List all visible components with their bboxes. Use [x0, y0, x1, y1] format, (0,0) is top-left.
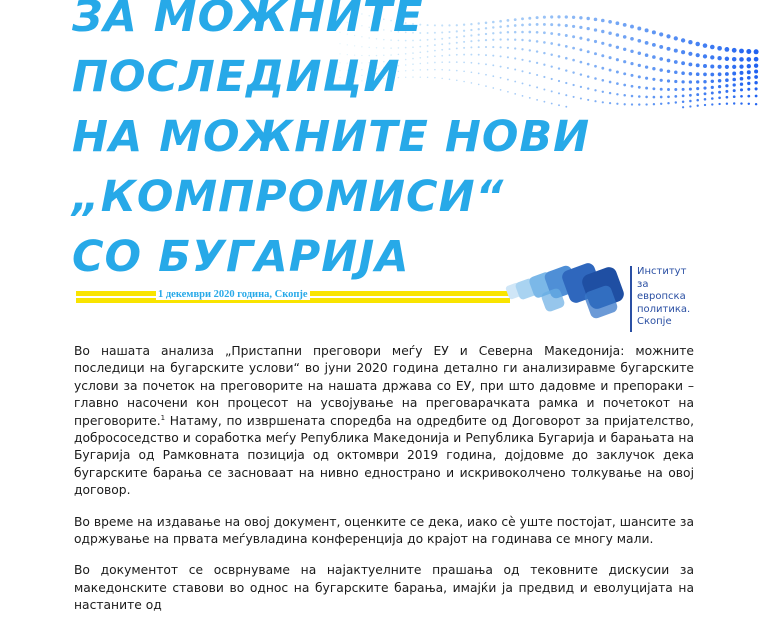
- wave-dot: [623, 94, 626, 97]
- wave-dot: [623, 60, 626, 63]
- wave-dot: [660, 68, 663, 71]
- wave-dot: [689, 80, 692, 83]
- wave-dot: [726, 96, 729, 99]
- institute-logo-text: [637, 266, 690, 329]
- wave-dot: [696, 72, 700, 76]
- wave-dot: [754, 57, 759, 62]
- wave-dot: [681, 61, 685, 65]
- wave-dot: [667, 59, 671, 63]
- wave-dot: [675, 101, 677, 103]
- wave-dot: [666, 34, 670, 38]
- wave-dot: [608, 20, 612, 24]
- wave-dot: [616, 21, 620, 25]
- paragraph-2: Во време на издавање на овој документ, оценките се дека, иако сè уште постојат, шансите за одржување на првата меѓувладина конференција до крајот на годинава се многу мали.: [74, 514, 694, 547]
- wave-dot: [637, 27, 641, 31]
- wave-dot: [746, 57, 751, 62]
- wave-dot: [630, 25, 634, 29]
- wave-dot: [659, 32, 663, 36]
- wave-dot: [660, 103, 662, 105]
- wave-dot: [733, 83, 736, 86]
- wave-dot: [616, 58, 619, 61]
- wave-dot: [682, 106, 684, 108]
- wave-dot: [740, 88, 743, 91]
- wave-dot: [616, 93, 618, 95]
- headline-line-2: ПОСЛЕДИЦИ: [72, 52, 401, 102]
- wave-dot: [754, 69, 758, 73]
- wave-dot: [624, 103, 626, 105]
- institute-logo-mark: [503, 258, 628, 330]
- wave-dot: [689, 88, 692, 91]
- wave-dot: [755, 103, 757, 105]
- wave-dot: [630, 50, 633, 53]
- paragraph-1: [74, 343, 694, 500]
- logo-text-line: европска: [637, 291, 686, 302]
- wave-dot: [652, 43, 656, 47]
- wave-dot: [718, 72, 722, 76]
- wave-dot: [645, 53, 649, 57]
- wave-dot: [652, 55, 656, 59]
- wave-dot: [660, 96, 663, 99]
- wave-dot: [740, 102, 742, 104]
- wave-dot: [667, 95, 670, 98]
- wave-dot: [732, 72, 736, 76]
- wave-dot: [601, 19, 605, 23]
- wave-dot: [725, 57, 729, 61]
- wave-dot: [754, 49, 759, 54]
- wave-dot: [732, 57, 737, 62]
- wave-dot: [594, 40, 597, 43]
- wave-dot: [689, 100, 692, 103]
- wave-dot: [725, 47, 730, 52]
- body-text: [74, 343, 694, 629]
- wave-dot: [645, 65, 648, 68]
- wave-dot: [726, 103, 728, 105]
- wave-dot: [740, 95, 743, 98]
- wave-dot: [739, 64, 743, 68]
- wave-dot: [704, 104, 706, 106]
- wave-dot: [631, 74, 634, 77]
- wave-dot: [623, 84, 626, 87]
- wave-dot: [660, 79, 663, 82]
- wave-dot: [630, 62, 633, 65]
- wave-dot: [609, 81, 612, 84]
- wave-dot: [755, 87, 758, 90]
- wave-dot: [703, 43, 708, 48]
- wave-dot: [659, 45, 663, 49]
- wave-dot: [681, 38, 685, 42]
- paragraph-1-continued: Натаму, по извршената споредба на одредбите од Договорот за пријателство, добрососедство и соработка меѓу Република Македонија и Република Бугарија и барањата на Бугарија од Рамковната позиција од октомври 2019 година, дојдовме до заклучок дека бугарските барања се засноваат на нивно еднострано и искривоколчено толкување на овој договор.: [74, 413, 694, 498]
- wave-dot: [696, 63, 700, 67]
- wave-dot: [740, 71, 744, 75]
- wave-dot: [711, 80, 714, 83]
- wave-dot: [704, 98, 707, 101]
- wave-dot: [704, 92, 707, 95]
- wave-dot: [667, 70, 670, 73]
- wave-dot: [616, 103, 618, 105]
- wave-dot: [689, 94, 692, 97]
- wave-dot: [746, 49, 751, 54]
- headline-line-3: НА МОЖНИТЕ НОВИ: [72, 112, 591, 162]
- wave-dot: [645, 41, 649, 45]
- wave-dot: [645, 103, 647, 105]
- wave-dot: [609, 92, 611, 94]
- wave-dot: [740, 83, 743, 86]
- wave-dot: [739, 49, 744, 54]
- wave-dot: [594, 28, 597, 31]
- wave-dot: [703, 87, 706, 90]
- wave-dot: [608, 44, 611, 47]
- wave-dot: [594, 65, 597, 68]
- logo-text-line: за: [637, 278, 649, 290]
- wave-dot: [718, 103, 720, 105]
- wave-dot: [645, 28, 649, 32]
- logo-squares: [505, 261, 626, 320]
- wave-dot: [696, 53, 700, 57]
- wave-dot: [681, 71, 685, 75]
- wave-dot: [645, 87, 648, 90]
- wave-dot: [667, 102, 669, 104]
- wave-dot: [602, 79, 605, 82]
- headline-line-4: „КОМПРОМИСИ“: [72, 172, 505, 222]
- wave-dot: [660, 88, 663, 91]
- wave-dot: [703, 54, 707, 58]
- wave-dot: [725, 84, 728, 87]
- wave-dot: [748, 103, 750, 105]
- logo-text-line: Институт: [637, 266, 687, 277]
- wave-dot: [725, 72, 729, 76]
- wave-dot: [682, 101, 685, 104]
- wave-dot: [747, 70, 751, 74]
- wave-dot: [711, 103, 713, 105]
- wave-dot: [754, 64, 758, 68]
- wave-dot: [594, 89, 596, 91]
- wave-dot: [602, 91, 604, 93]
- wave-dot: [733, 95, 736, 98]
- wave-dot: [695, 42, 699, 46]
- wave-dot: [747, 82, 750, 85]
- wave-dot: [732, 78, 736, 82]
- wave-dot: [725, 78, 729, 82]
- wave-dot: [594, 100, 596, 102]
- wave-dot: [638, 75, 641, 78]
- logo-text-line: Скопје: [637, 316, 672, 327]
- wave-dot: [696, 87, 699, 90]
- wave-dot: [609, 56, 612, 59]
- wave-dot: [616, 82, 619, 85]
- wave-dot: [689, 105, 691, 107]
- wave-dot: [623, 48, 626, 51]
- wave-dot: [652, 67, 655, 70]
- wave-dot: [616, 33, 620, 37]
- wave-dot: [638, 52, 641, 55]
- wave-dot: [601, 54, 604, 57]
- wave-dot: [747, 88, 750, 91]
- wave-dot: [696, 99, 699, 102]
- wave-dot: [747, 64, 751, 68]
- wave-dot: [630, 37, 634, 41]
- wave-dot: [674, 95, 677, 98]
- wave-dot: [718, 85, 721, 88]
- wave-dot: [732, 65, 736, 69]
- wave-dot: [637, 39, 641, 43]
- wave-dot: [667, 79, 670, 82]
- wave-dot: [740, 77, 744, 81]
- wave-dot: [710, 64, 714, 68]
- wave-dot: [682, 88, 685, 91]
- wave-dot: [703, 80, 706, 83]
- wave-dot: [623, 35, 627, 39]
- wave-dot: [667, 88, 670, 91]
- wave-dot: [674, 60, 678, 64]
- wave-dot: [696, 80, 699, 83]
- wave-dot: [697, 105, 699, 107]
- paragraph-3: Во документот се осврнуваме на најактуелните прашања од тековните дискусии за македонските ставови во однос на бугарските барања, имајќи ја предвид и еволуцијата на настаните од: [74, 563, 694, 613]
- wave-dot: [755, 95, 758, 98]
- wave-dot: [703, 64, 707, 68]
- wave-dot: [725, 65, 729, 69]
- wave-dot: [616, 71, 619, 74]
- wave-dot: [688, 40, 692, 44]
- wave-dot: [747, 76, 751, 80]
- wave-dot: [681, 50, 685, 54]
- headline-line-1: ЗА МОЖНИТЕ: [72, 0, 424, 42]
- footnote-marker[interactable]: 1: [160, 413, 166, 422]
- wave-dot: [754, 75, 758, 79]
- wave-dot: [623, 23, 627, 27]
- wave-dot: [711, 97, 714, 100]
- wave-dot: [710, 73, 714, 77]
- wave-dot: [652, 30, 656, 34]
- wave-dot: [717, 56, 721, 60]
- wave-dot: [631, 95, 634, 98]
- wave-dot: [638, 95, 641, 98]
- headline: [72, 0, 590, 287]
- wave-dot: [594, 52, 597, 55]
- wave-dot: [653, 103, 655, 105]
- wave-dot: [674, 71, 678, 75]
- wave-dot: [754, 81, 757, 84]
- wave-dot: [616, 46, 619, 49]
- logo-text-line: политика.: [637, 303, 691, 315]
- wave-dot: [594, 18, 598, 22]
- wave-dot: [711, 92, 714, 95]
- wave-dot: [682, 95, 685, 98]
- wave-dot: [652, 87, 655, 90]
- wave-dot: [602, 101, 604, 103]
- wave-dot: [667, 47, 671, 51]
- wave-dot: [732, 48, 737, 53]
- wave-dot: [710, 55, 714, 59]
- wave-dot: [638, 103, 640, 105]
- wave-dot: [638, 64, 641, 67]
- wave-dot: [623, 72, 626, 75]
- wave-dot: [601, 42, 604, 45]
- wave-dot: [631, 103, 633, 105]
- wave-dot: [638, 86, 641, 89]
- logo-divider: [630, 266, 632, 332]
- wave-dot: [652, 78, 655, 81]
- wave-dot: [718, 91, 721, 94]
- wave-dot: [674, 88, 677, 91]
- wave-dot: [711, 86, 714, 89]
- paragraph-1-text: Во нашата анализа „Пристапни преговори меѓу ЕУ и Северна Македонија: можните последици на бугарските услови“ во јуни 2020 година детално ги анализиравме бугарските услови за почеток на преговорите на нашата држава со ЕУ, при што дадовме и препораки – главно насочени кон процесот на усвојување на преговарачката рамка и почетокот на преговорите.: [74, 344, 694, 428]
- wave-dot: [674, 80, 677, 83]
- wave-dot: [718, 79, 722, 83]
- wave-dot: [674, 49, 678, 53]
- wave-dot: [688, 52, 692, 56]
- wave-dot: [659, 57, 663, 61]
- wave-dot: [718, 96, 721, 99]
- wave-dot: [710, 45, 715, 50]
- wave-dot: [725, 90, 728, 93]
- wave-dot: [733, 102, 735, 104]
- wave-dot: [609, 102, 611, 104]
- wave-dot: [645, 77, 648, 80]
- wave-dot: [739, 57, 744, 62]
- wave-dot: [609, 69, 612, 72]
- wave-dot: [689, 72, 693, 76]
- wave-dot: [681, 80, 684, 83]
- wave-dot: [688, 62, 692, 66]
- publication-date: 1 декември 2020 година, Скопје: [158, 289, 308, 300]
- wave-dot: [718, 65, 722, 69]
- wave-dot: [733, 89, 736, 92]
- wave-dot: [703, 73, 707, 77]
- headline-line-5: СО БУГАРИЈА: [72, 232, 410, 282]
- wave-dot: [594, 77, 597, 80]
- wave-dot: [601, 67, 604, 70]
- wave-dot: [717, 46, 722, 51]
- wave-dot: [674, 36, 678, 40]
- wave-dot: [696, 93, 699, 96]
- wave-dot: [653, 96, 656, 99]
- wave-dot: [747, 95, 750, 98]
- wave-dot: [645, 96, 648, 99]
- wave-dot: [608, 31, 611, 34]
- wave-dot: [631, 85, 634, 88]
- wave-dot: [601, 30, 604, 33]
